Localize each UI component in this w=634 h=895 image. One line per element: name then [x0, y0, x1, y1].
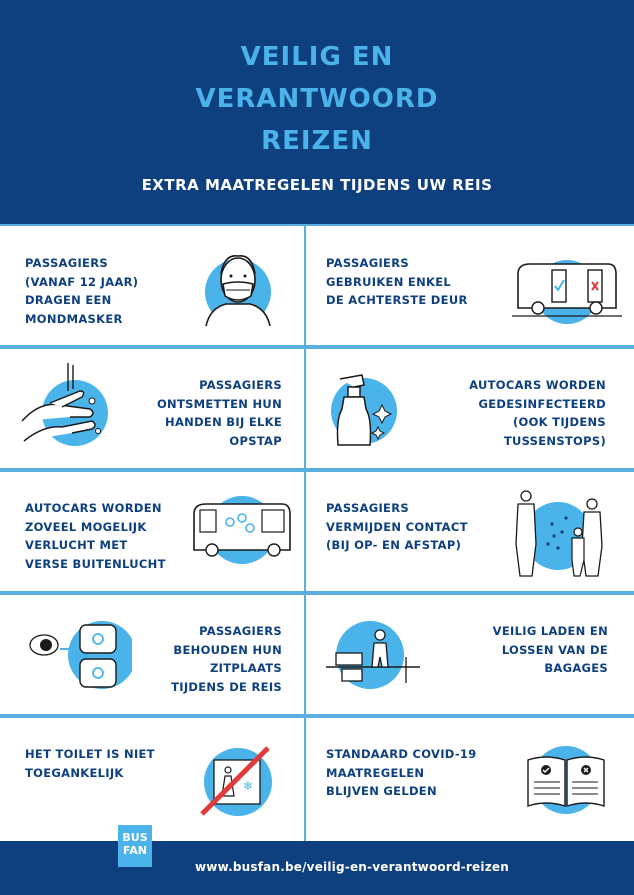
- measure-line: HET TOILET IS NIET: [25, 747, 155, 761]
- measure-line: BAGAGES: [544, 661, 608, 675]
- measure-rear-door: [306, 226, 634, 345]
- measure-line: TIJDENS DE REIS: [171, 679, 282, 694]
- measure-line: DE ACHTERSTE DEUR: [326, 293, 468, 307]
- measure-line: BEHOUDEN HUN: [173, 642, 282, 657]
- no-toilet-icon: [196, 740, 276, 820]
- avoid-contact-icon: [508, 484, 608, 584]
- measure-luggage: [306, 595, 634, 714]
- measure-line: PASSAGIERS: [326, 501, 409, 515]
- measure-line: AUTOCARS WORDEN: [25, 501, 162, 515]
- rulebook-icon: [522, 740, 610, 820]
- measure-line: AUTOCARS WORDEN: [469, 378, 606, 392]
- measure-line: (OOK TIJDENS: [512, 415, 606, 429]
- footer: [0, 831, 634, 895]
- measure-line: MONDMASKER: [25, 311, 123, 326]
- title-line-2: VERANTWOORD: [195, 84, 439, 114]
- measure-line: (BIJ OP- EN AFSTAP): [326, 538, 462, 552]
- measure-ventilation: [0, 472, 304, 591]
- seat-icon: [22, 609, 132, 699]
- luggage-loading-icon: [322, 613, 422, 698]
- measure-line: BLIJVEN GELDEN: [326, 784, 437, 798]
- measure-keep-seat: [0, 595, 304, 714]
- measure-line: TUSSENSTOPS): [503, 433, 606, 448]
- measures-grid: [0, 224, 634, 841]
- measure-line: STANDAARD COVID-19: [326, 747, 477, 761]
- footer-url-link[interactable]: www.busfan.be/veilig-en-verantwoord-reizen: [195, 860, 509, 874]
- svg-text:❄: ❄: [242, 779, 254, 793]
- logo-line: FAN: [123, 844, 147, 857]
- measure-line: (VANAF 12 JAAR): [25, 274, 139, 289]
- title-line-3: REIZEN: [261, 126, 373, 156]
- measure-line: PASSAGIERS: [199, 624, 282, 638]
- measure-line: PASSAGIERS: [25, 256, 108, 270]
- measure-avoid-contact: [306, 472, 634, 591]
- measure-line: VERMIJDEN CONTACT: [326, 519, 468, 534]
- measure-face-mask: [0, 226, 304, 345]
- measure-line: GEDESINFECTEERD: [478, 396, 606, 411]
- measure-line: VEILIG LADEN EN: [492, 624, 608, 638]
- bus-ventilation-icon: [190, 492, 295, 572]
- measure-line: PASSAGIERS: [199, 378, 282, 392]
- measure-line: PASSAGIERS: [326, 256, 409, 270]
- measure-line: ONTSMETTEN HUN: [156, 396, 282, 411]
- hand-washing-icon: [20, 361, 110, 456]
- measure-line: ZOVEEL MOGELIJK: [25, 519, 147, 534]
- bus-rear-door-icon: [512, 250, 622, 330]
- measure-line: VERSE BUITENLUCHT: [25, 556, 166, 571]
- measure-line: ZITPLAATS: [210, 661, 282, 675]
- measure-disinfection: [306, 349, 634, 468]
- measure-line: GEBRUIKEN ENKEL: [326, 274, 452, 289]
- spray-bottle-icon: [324, 367, 404, 452]
- title-line-1: VEILIG EN: [240, 42, 394, 72]
- measure-line: TOEGANKELIJK: [25, 765, 124, 780]
- logo-line: BUS: [122, 831, 148, 844]
- measure-hand-washing: [0, 349, 304, 468]
- measure-toilet: [0, 718, 304, 841]
- header: [0, 0, 634, 224]
- measure-line: OPSTAP: [229, 433, 282, 448]
- poster-subtitle: EXTRA MAATREGELEN TIJDENS UW REIS: [141, 176, 493, 194]
- measure-standard-rules: [306, 718, 634, 841]
- measure-line: HANDEN BIJ ELKE: [165, 415, 282, 429]
- poster-title: [0, 36, 634, 162]
- measure-line: DRAGEN EEN: [25, 293, 112, 307]
- measure-line: MAATREGELEN: [326, 765, 425, 780]
- measure-line: LOSSEN VAN DE: [501, 642, 608, 657]
- measure-line: VERLUCHT MET: [25, 538, 128, 552]
- face-mask-icon: [196, 246, 276, 326]
